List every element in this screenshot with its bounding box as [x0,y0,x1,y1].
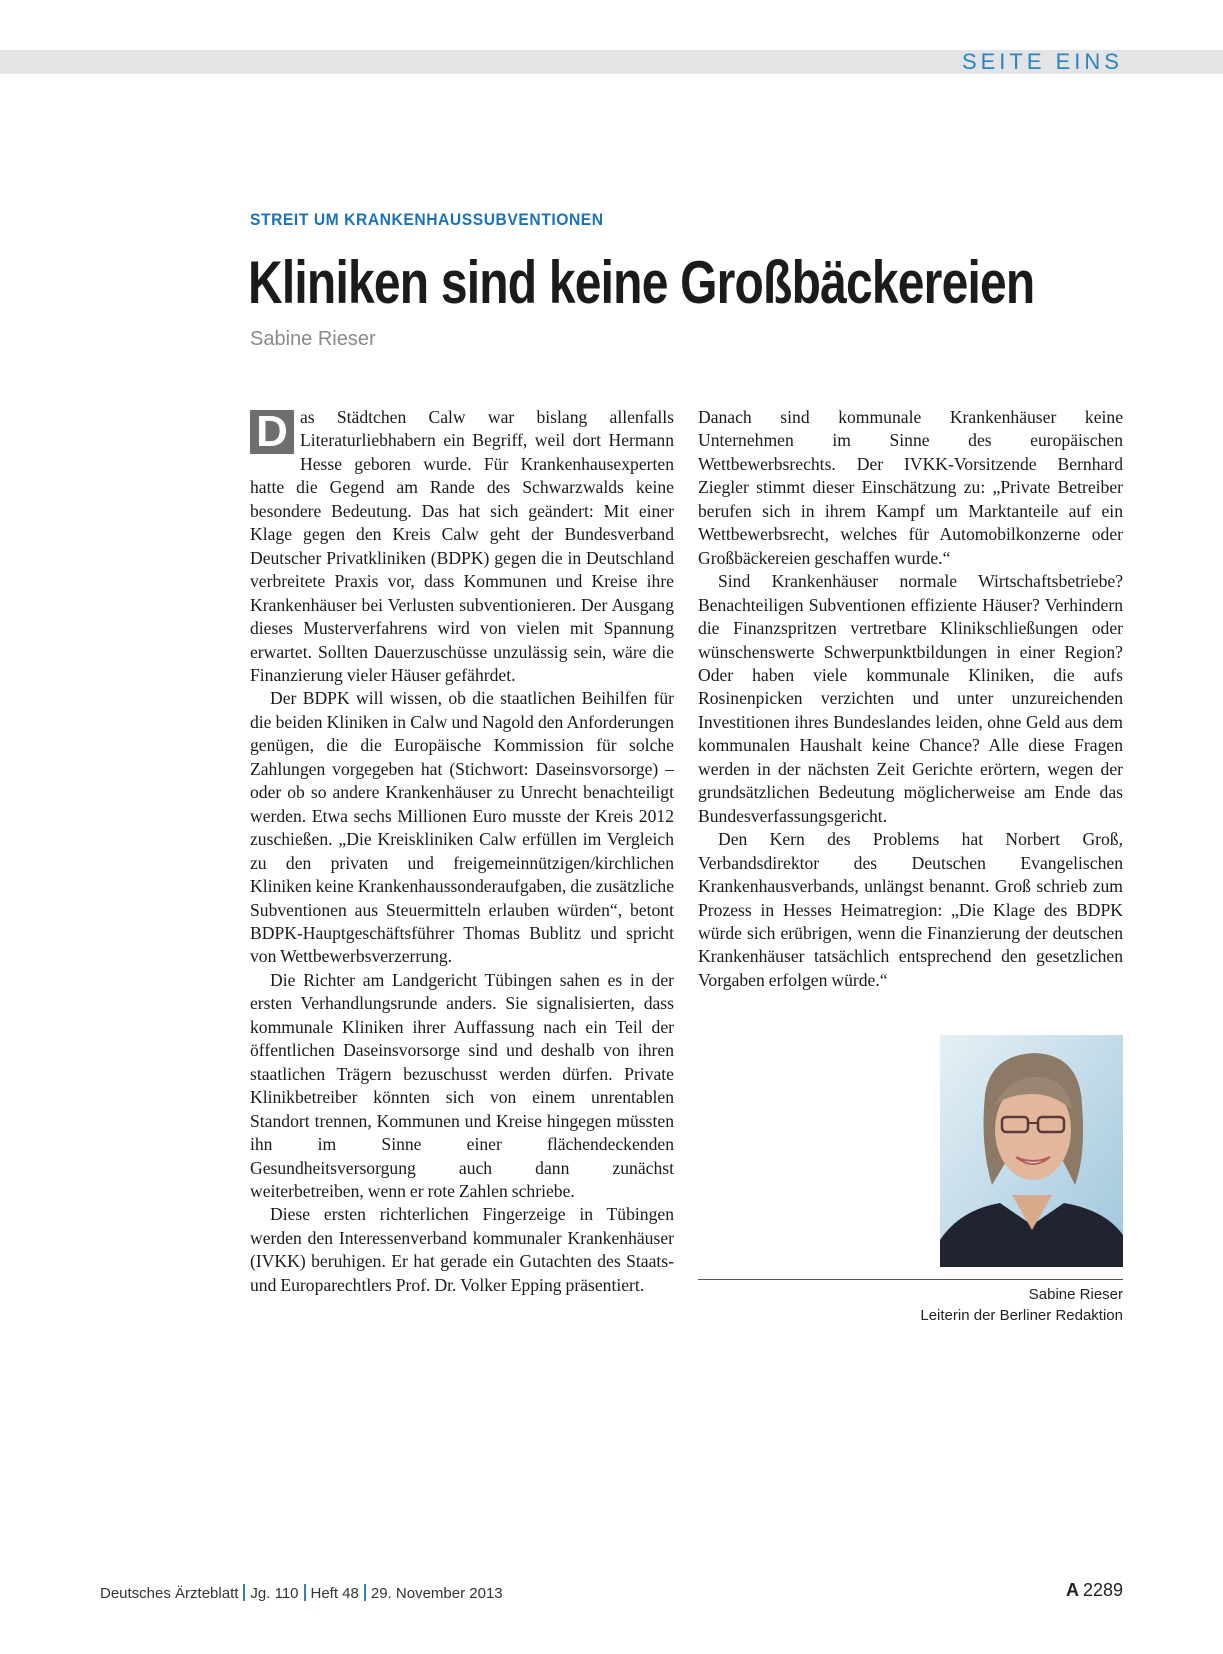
footer-separator [364,1584,366,1601]
article-paragraph [250,406,674,687]
footer-date: 29. November 2013 [370,1585,503,1602]
article-column-right [698,406,1123,992]
footer-separator [304,1584,306,1601]
article-column-left [250,406,674,1297]
article-paragraph: Danach sind kommunale Krankenhäuser keine Unternehmen im Sinne des europäischen Wettbewerbsrechts. Der IVKK-Vorsitzende Bernhard Ziegler stimmt dieser Einschätzung zu: „Private Betreiber berufen sich in ihrem Kampf um Marktanteile auf ein Wettbewerbsrecht, welches für Automobilkonzerne oder Großbäckereien geschaffen wurde.“ [698,407,1123,568]
drop-cap: D [250,410,294,454]
article-byline: Sabine Rieser [250,328,376,350]
author-role: Leiterin der Berliner Redaktion [920,1307,1123,1324]
footer-issue: Heft 48 [310,1585,359,1602]
article-paragraph: Diese ersten richterlichen Fingerzeige in Tübingen werden den Interessenverband kommunaler Krankenhäuser (IVKK) beruhigen. Er hat gerade ein Gutachten des Staats- und Europarechtlers Prof. Dr. Volker Epping präsentiert. [250,1204,674,1295]
caption-divider [698,1279,1123,1280]
paragraph-text: as Städtchen Calw war bislang allenfalls Literaturliebhabern ein Begriff, weil dort Hermann Hesse geboren wurde. Für Krankenhausexperten hatte die Gegend am Rande des Schwarzwalds keine besondere Bedeutung. Das hat sich geändert: Mit einer Klage gegen den Kreis Calw geht der Bundesverband Deutscher Privatkliniken (BDPK) gegen die in Deutschland verbreitete Praxis vor, dass Kommunen und Kreise ihre Krankenhäuser bei Verlusten subventionieren. Der Ausgang dieses Musterverfahrens wird von vielen mit Spannung erwartet. Sollten Dauerzuschüsse unzulässig sein, wäre die Finanzierung vieler Häuser gefährdet. [250,407,674,685]
page-number-value: 2289 [1082,1580,1123,1600]
article-paragraph: Der BDPK will wissen, ob die staatlichen Beihilfen für die beiden Kliniken in Calw und Nagold den Anforderungen genügen, die die Europäische Kommission für solche Zahlungen vorgegeben hat (Stichwort: Daseinsvorsorge) – oder ob so andere Krankenhäuser zu Unrecht benachteiligt werden. Etwa sechs Millionen Euro musste der Kreis 2012 zuschießen. „Die Kreiskliniken Calw erfüllen im Vergleich zu den privaten und freigemeinnützigen/kirchlichen Kliniken keine Krankenhaussonderaufgaben, die zusätzliche Subventionen aus Steuermitteln erlauben würden“, betont BDPK-Hauptgeschäftsführer Thomas Bublitz und spricht von Wettbewerbsverzerrung. [250,688,674,967]
footer-volume: Jg. 110 [250,1585,299,1602]
article-kicker: STREIT UM KRANKENHAUSSUBVENTIONEN [250,210,604,229]
author-photo [940,1035,1123,1267]
author-caption [920,1284,1123,1326]
author-name: Sabine Rieser [1028,1286,1123,1303]
page-footer [100,1584,503,1602]
article-paragraph: Die Richter am Landgericht Tübingen sahen es in der ersten Verhandlungsrunde anders. Sie signalisierten, dass kommunale Kliniken ihrer Auffassung nach ein Teil der öffentlichen Daseinsvorsorge sind und deshalb von ihren staatlichen Trägern bezuschusst werden dürfen. Private Klinikbetreiber könnten sich von einem unrentablen Standort trennen, Kommunen und Kreise hingegen müssten ihn im Sinne einer flächendeckenden Gesundheitsversorgung auch dann zunächst weiterbetreiben, wenn er rote Zahlen schriebe. [250,969,674,1201]
footer-publication: Deutsches Ärzteblatt [100,1585,239,1602]
page-prefix: A [1065,1580,1079,1600]
article-title: Kliniken sind keine Großbäckereien [248,249,1035,316]
page-number [1066,1580,1123,1601]
article-paragraph: Sind Krankenhäuser normale Wirtschaftsbetriebe? Benachteiligen Subventionen effiziente Häuser? Verhindern die Finanzspritzen vertretbare Klinikschließungen oder wünschenswerte Schwerpunktbildungen in einer Region? Oder haben viele kommunale Kliniken, die aufs Rosinenpicken verzichten und unter unzureichenden Investitionen ihres Bundeslandes leiden, ohne Geld aus dem kommunalen Haushalt keine Chance? Alle diese Fragen werden in der nächsten Zeit Gerichte erörtern, wegen der grundsätzlichen Bedeutung möglicherweise am Ende das Bundesverfassungsgericht. [698,571,1123,826]
section-label: SEITE EINS [961,49,1123,74]
article-paragraph: Den Kern des Problems hat Norbert Groß, Verbandsdirektor des Deutschen Evangelischen Krankenhausverbands, unlängst benannt. Groß schrieb zum Prozess in Hesses Heimatregion: „Die Klage des BDPK würde sich erübrigen, wenn die Finanzierung der deutschen Krankenhäuser tatsächlich entsprechend den gesetzlichen Vorgaben erfolgen würde.“ [698,829,1123,990]
footer-separator [243,1584,245,1601]
